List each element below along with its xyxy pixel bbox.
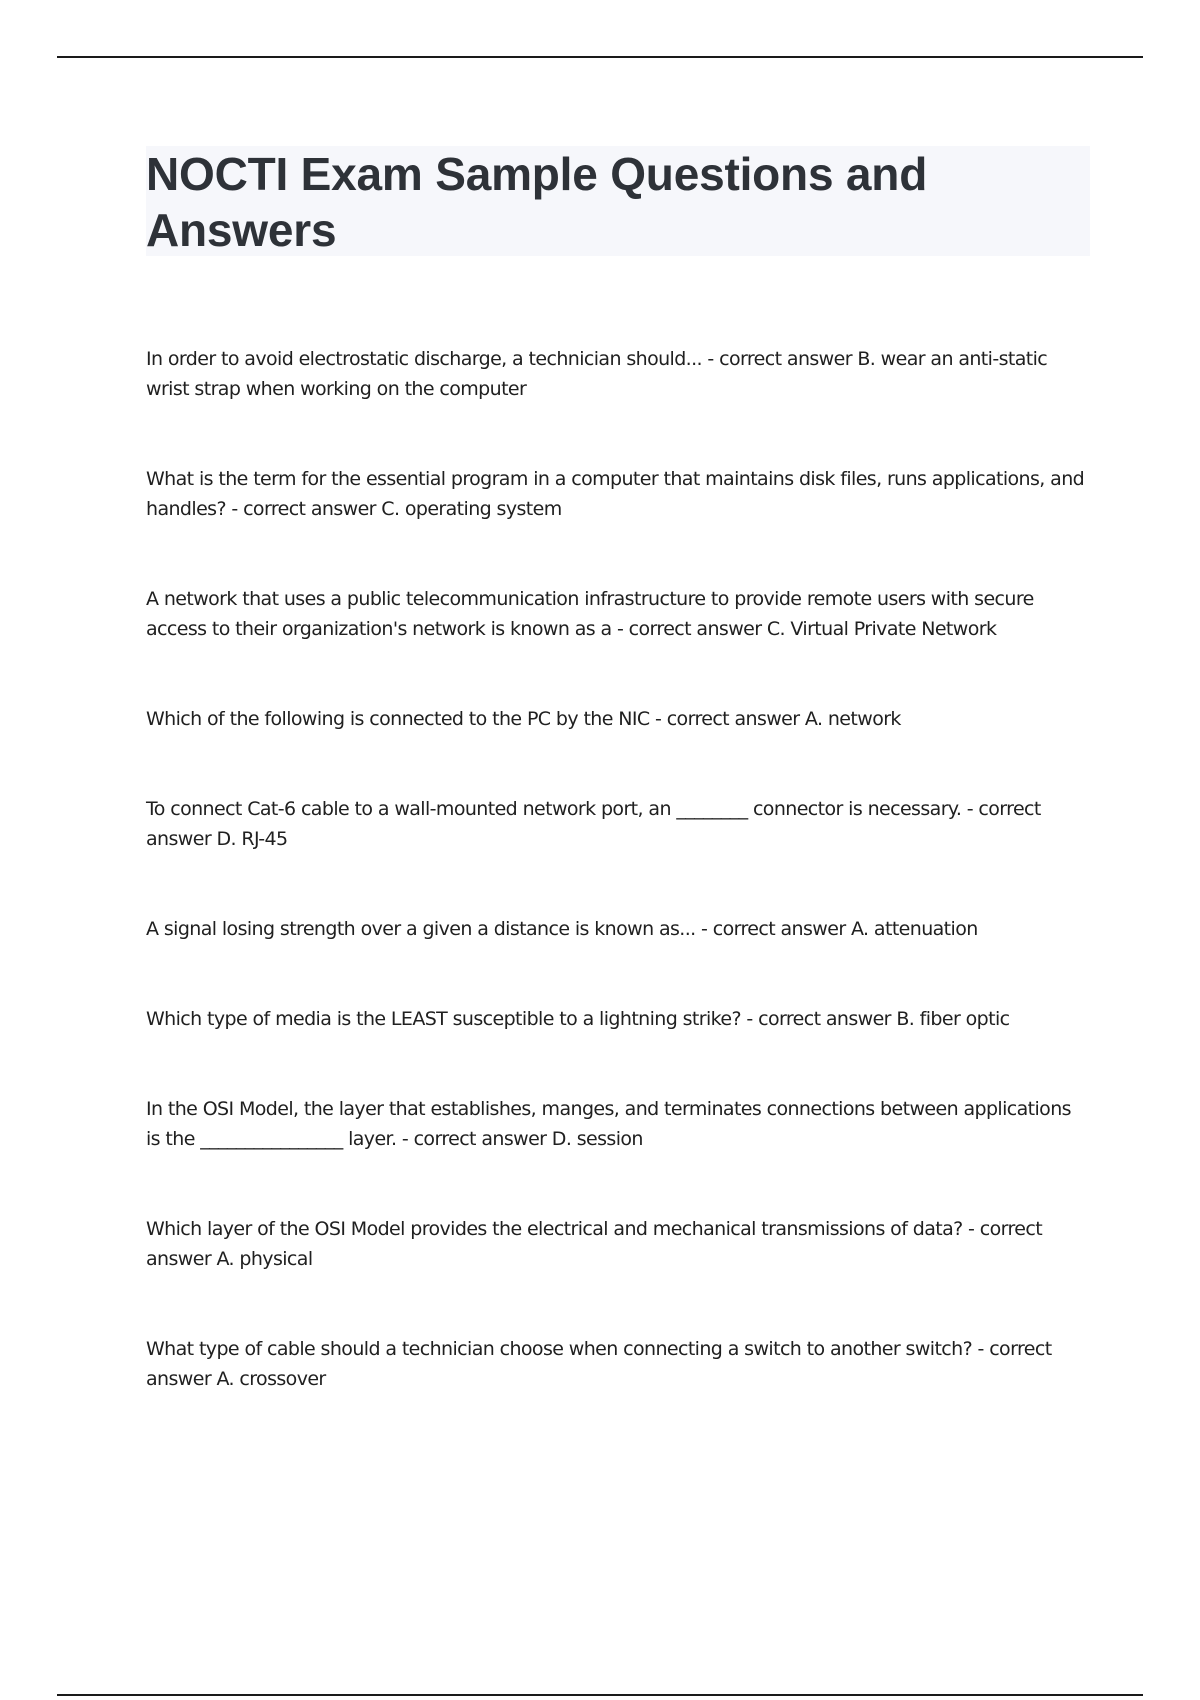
title-block (146, 146, 1090, 256)
qa-item-9: Which layer of the OSI Model provides the electrical and mechanical transmissions of data? - correct answer A. physical (146, 1218, 1043, 1270)
qa-item-10: What type of cable should a technician choose when connecting a switch to another switch? - correct answer A. crossover (146, 1338, 1052, 1390)
qa-item-6: A signal losing strength over a given a distance is known as... - correct answer A. attenuation (146, 918, 978, 940)
qa-item-8: In the OSI Model, the layer that establishes, manges, and terminates connections between applications is the ________________ layer. - correct answer D. session (146, 1098, 1071, 1150)
qa-item-1: In order to avoid electrostatic discharge, a technician should... - correct answer B. wear an anti-static wrist strap when working on the computer (146, 348, 1048, 400)
page-title: NOCTI Exam Sample Questions and Answers (146, 148, 928, 256)
qa-item-4: Which of the following is connected to the PC by the NIC - correct answer A. network (146, 708, 901, 730)
header-rule (57, 56, 1143, 58)
qa-item-7: Which type of media is the LEAST susceptible to a lightning strike? - correct answer B. fiber optic (146, 1008, 1010, 1030)
qa-item-3: A network that uses a public telecommunication infrastructure to provide remote users with secure access to their organization's network is known as a - correct answer C. Virtual Private Network (146, 588, 1034, 640)
qa-list (146, 344, 1090, 1454)
footer-rule (57, 1694, 1143, 1696)
qa-item-5: To connect Cat-6 cable to a wall-mounted network port, an ________ connector is necessary. - correct answer D. RJ-45 (146, 798, 1041, 850)
qa-item-2: What is the term for the essential program in a computer that maintains disk files, runs applications, and handles? - correct answer C. operating system (146, 468, 1085, 520)
